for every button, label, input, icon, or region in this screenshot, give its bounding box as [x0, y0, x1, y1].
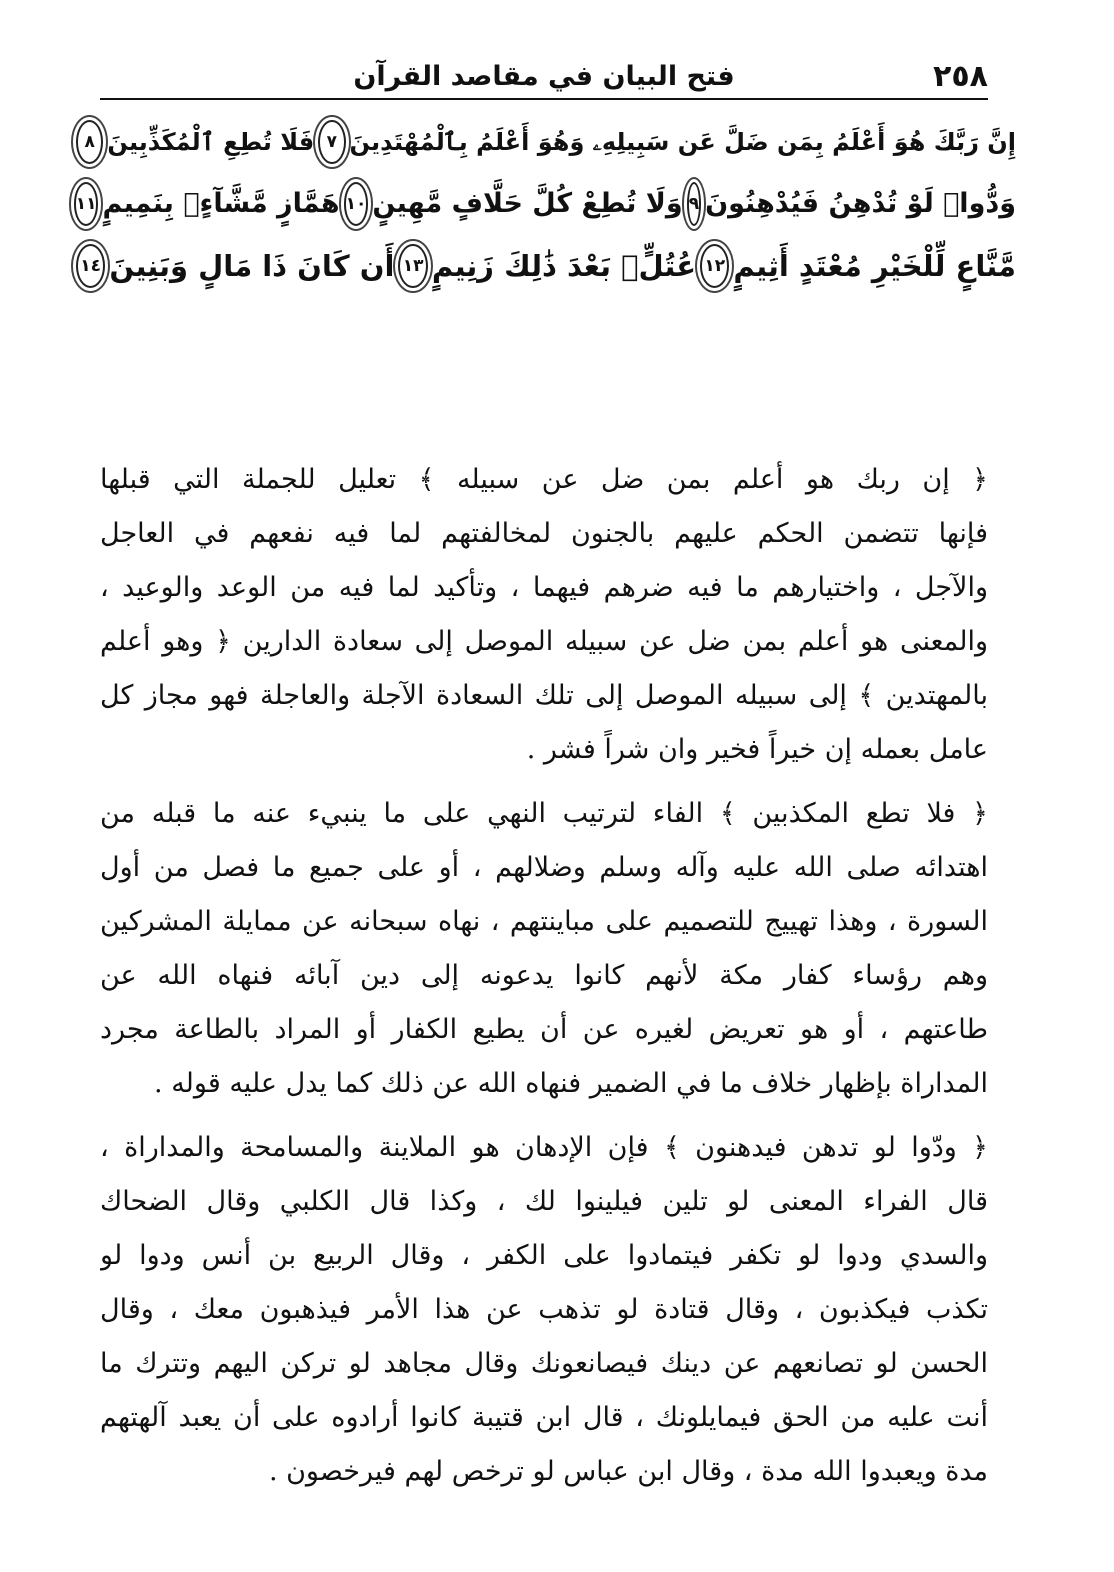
verse-number-marker: ١٠	[344, 182, 369, 226]
text-line: المداراة بإظهار خلاف ما في الضمير فنهاه الله عن ذلك كما يدل عليه قوله .	[154, 1068, 988, 1099]
commentary-paragraph	[100, 453, 988, 777]
book-title: فتح البيان في مقاصد القرآن	[353, 61, 735, 92]
text-line: قال الفراء المعنى لو تلين فيلينوا لك ، وكذا قال الكلبي وقال الضحاك	[100, 1186, 988, 1217]
running-header	[100, 58, 988, 100]
commentary-paragraph	[100, 1121, 988, 1499]
text-line: اهتدائه صلى الله عليه وآله وسلم وضلالهم ، أو على جميع ما فصل من أول	[100, 852, 988, 883]
text-line: ﴿ فلا تطع المكذبين ﴾ الفاء لترتيب النهي على ما ينبيء عنه ما قبله من	[100, 798, 988, 829]
verse-line	[72, 112, 1016, 172]
text-line: السورة ، وهذا تهييج للتصميم على مباينتهم ، نهاه سبحانه عن ممايلة المشركين	[100, 906, 988, 937]
verse-text: عُتُلٍّۭ بَعْدَ ذَٰلِكَ زَنِيمٍ	[431, 249, 697, 283]
text-line: طاعتهم ، أو هو تعريض لغيره عن أن يطيع الكفار أو المراد بالطاعة مجرد	[100, 1014, 988, 1045]
verse-text: مَّنَّاعٍ لِّلْخَيْرِ مُعْتَدٍ أَثِيمٍ	[733, 249, 1016, 283]
text-line: فإنها تتضمن الحكم عليهم بالجنون لمخالفتهم لما فيه نفعهم في العاجل	[100, 518, 988, 549]
verse-text: إِنَّ رَبَّكَ هُوَ أَعْلَمُ بِمَن ضَلَّ عَن سَبِيلِهِۦ وَهُوَ أَعْلَمُ بِٱلْمُهْتَدِينَ	[349, 128, 1016, 156]
verse-number-marker: ٩	[687, 182, 701, 226]
text-line: ﴿ ودّوا لو تدهن فيدهنون ﴾ فإن الإدهان هو الملاينة والمسامحة والمداراة ،	[100, 1132, 988, 1163]
verse-number-marker: ١١	[74, 182, 99, 226]
verse-text: وَدُّوا۟ لَوْ تُدْهِنُ فَيُدْهِنُونَ	[705, 188, 1016, 219]
verse-number-marker: ٧	[318, 120, 345, 164]
verse-line	[72, 236, 1016, 296]
verse-text: فَلَا تُطِعِ ٱلْمُكَذِّبِينَ	[107, 128, 315, 156]
text-line: ﴿ إن ربك هو أعلم بمن ضل عن سبيله ﴾ تعليل للجملة التي قبلها	[100, 464, 988, 495]
verse-number-marker: ١٤	[76, 244, 105, 288]
text-line: تكذب فيكذبون ، وقال قتادة لو تذهب عن هذا الأمر فيذهبون معك ، وقال	[100, 1294, 988, 1325]
text-line: الحسن لو تصانعهم عن دينك فيصانعونك وقال مجاهد لو تركن اليهم وتترك ما	[100, 1348, 988, 1379]
verse-number-marker: ١٣	[398, 244, 427, 288]
text-line: والسدي ودوا لو تكفر فيتمادوا على الكفر ، وقال الربيع بن أنس ودوا لو	[100, 1240, 988, 1271]
text-line: أنت عليه من الحق فيمايلونك ، قال ابن قتيبة كانوا أرادوه على أن يعبد آلهتهم	[100, 1402, 988, 1433]
quran-verses-block	[72, 112, 1016, 298]
commentary-text	[100, 453, 988, 1509]
verse-text: أَن كَانَ ذَا مَالٍ وَبَنِينَ	[109, 249, 395, 283]
text-line: والآجل ، واختيارهم ما فيه ضرهم فيهما ، وتأكيد لما فيه من الوعد والوعيد ،	[100, 572, 988, 603]
text-line: بالمهتدين ﴾ إلى سبيله الموصل إلى تلك السعادة الآجلة والعاجلة فهو مجاز كل	[100, 680, 988, 711]
text-line: والمعنى هو أعلم بمن ضل عن سبيله الموصل إلى سعادة الدارين ﴿ وهو أعلم	[100, 626, 988, 657]
text-line: وهم رؤساء كفار مكة لأنهم كانوا يدعونه إلى دين آبائه فنهاه الله عن	[100, 960, 988, 991]
verse-text: وَلَا تُطِعْ كُلَّ حَلَّافٍ مَّهِينٍ	[372, 188, 683, 219]
verse-text: هَمَّازٍ مَّشَّآءٍۭ بِنَمِيمٍ	[102, 188, 340, 219]
verse-number-marker: ١٢	[700, 244, 729, 288]
verse-line	[72, 174, 1016, 234]
commentary-paragraph	[100, 787, 988, 1111]
text-line: عامل بعمله إن خيراً فخير وان شراً فشر .	[526, 734, 988, 765]
page-number: ٢٥٨	[933, 59, 988, 94]
text-line: مدة ويعبدوا الله مدة ، وقال ابن عباس لو ترخص لهم فيرخصون .	[268, 1456, 988, 1487]
verse-number-marker: ٨	[76, 120, 103, 164]
